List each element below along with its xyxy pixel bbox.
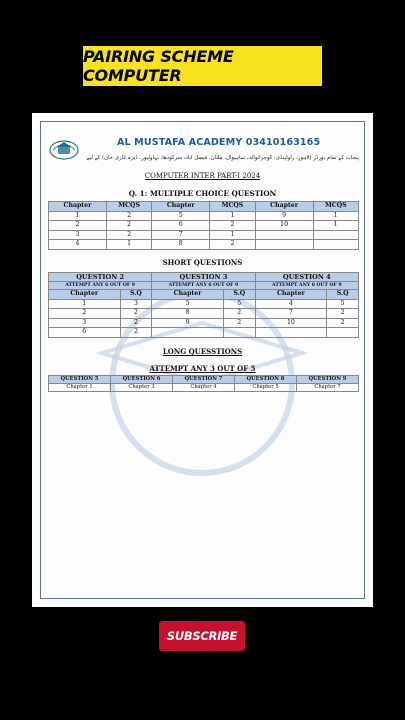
group-note-cell: ATTEMPT ANY 6 OUT OF 9 [49,282,152,290]
table-header-row [49,376,359,384]
header-cell: Chapter [49,202,107,212]
table-cell: 2 [120,309,152,319]
header-cell: S.Q [327,290,359,300]
header-cell: MCQS [313,202,358,212]
table-cell: Chapter 5 [235,384,297,392]
table-cell: 1 [210,230,255,240]
group-header-row [49,273,359,282]
table-cell: 1 [313,211,358,221]
header-cell: QUESTION 9 [297,376,359,384]
table-cell: 10 [255,318,327,328]
table-cell: 2 [327,318,359,328]
group-note-cell: ATTEMPT ANY 6 OUT OF 9 [255,282,358,290]
group-note-row [49,282,359,290]
table-cell: 2 [120,318,152,328]
table-cell [152,328,224,338]
table-row [49,384,359,392]
table-cell: 2 [210,240,255,250]
table-row [49,230,359,240]
header-cell: MCQS [210,202,255,212]
short-questions-table [48,272,359,338]
table-cell: 1 [106,240,151,250]
header-cell: QUESTION 5 [49,376,111,384]
table-cell: 3 [49,230,107,240]
group-note-cell: ATTEMPT ANY 6 OUT OF 9 [152,282,255,290]
urdu-boards-line: پنجاب کے تمام بورڈز (لاہور، راولپنڈی، گوجرانوالہ، ساہیوال، ملتان، فیصل آباد، سرگودھا، بہاولپور، ڈیرہ غازی خان) کے لیے [86,155,359,161]
header-cell: QUESTION 8 [235,376,297,384]
long-questions-title: LONG QUESSTIONS [162,347,243,356]
table-cell: Chapter 1 [49,384,111,392]
table-cell [313,240,358,250]
table-cell: 10 [255,221,313,231]
header-cell: QUESTION 7 [173,376,235,384]
table-cell: Chapter 4 [173,384,235,392]
header-cell: Chapter [152,202,210,212]
paper-document [32,113,373,607]
subscribe-label: SUBSCRIBE [166,629,238,643]
short-questions-title: SHORT QUESTIONS [162,258,243,267]
table-cell: 3 [120,299,152,309]
table-row [49,240,359,250]
table-cell: 1 [49,299,121,309]
table-row [49,299,359,309]
table-cell: 7 [152,230,210,240]
table-cell: 2 [49,309,121,319]
header-cell: Chapter [152,290,224,300]
table-cell [255,328,327,338]
group-name-cell: QUESTION 3 [152,273,255,282]
table-cell: 3 [49,318,121,328]
table-cell: 8 [152,240,210,250]
table-cell: 6 [49,328,121,338]
table-cell: 5 [152,299,224,309]
table-cell: 4 [255,299,327,309]
group-name-cell: QUESTION 4 [255,273,358,282]
table-cell [327,328,359,338]
table-cell: 6 [152,221,210,231]
table-header-row [49,202,359,212]
long-questions-table [48,375,359,392]
table-cell: 2 [327,309,359,319]
table-row [49,318,359,328]
academy-logo-icon [48,136,80,162]
table-cell: 2 [106,211,151,221]
table-cell: 1 [313,221,358,231]
header-cell: S.Q [120,290,152,300]
table-cell: 2 [106,221,151,231]
header-cell: Chapter [255,290,327,300]
table-cell [255,230,313,240]
header-cell: QUESTION 6 [111,376,173,384]
table-cell: 9 [152,318,224,328]
table-cell: 5 [152,211,210,221]
title-banner [83,46,322,86]
table-cell: 5 [223,299,255,309]
table-cell: 2 [106,230,151,240]
table-cell: 2 [210,221,255,231]
table-cell [255,240,313,250]
table-cell [223,328,255,338]
header-cell: MCQS [106,202,151,212]
table-cell: Chapter 3 [111,384,173,392]
table-cell: 4 [49,240,107,250]
mcq-table [48,201,359,250]
table-cell: 8 [152,309,224,319]
table-header-row [49,290,359,300]
group-name-cell: QUESTION 2 [49,273,152,282]
table-cell: 1 [49,211,107,221]
header-cell: Chapter [255,202,313,212]
academy-name: AL MUSTAFA ACADEMY 03410163165 [117,137,321,148]
table-cell: Chapter 7 [297,384,359,392]
table-cell: 2 [120,328,152,338]
table-cell: 5 [327,299,359,309]
table-row [49,211,359,221]
banner-title: PAIRING SCHEME COMPUTER [83,47,234,85]
header-cell: S.Q [223,290,255,300]
table-cell: 7 [255,309,327,319]
table-cell: 2 [223,309,255,319]
mcq-section-title: Q. 1: MULTIPLE CHOICE QUESTION [128,189,277,198]
subscribe-button[interactable] [159,621,245,651]
long-questions-instruction: ATTEMPT ANY 3 OUT OF 5 [149,364,256,373]
table-cell: 2 [49,221,107,231]
table-cell: 9 [255,211,313,221]
table-cell: 1 [210,211,255,221]
table-cell [313,230,358,240]
header-cell: Chapter [49,290,121,300]
table-row [49,221,359,231]
exam-title: COMPUTER INTER PART-I 2024 [144,172,261,180]
table-row [49,309,359,319]
table-cell: 2 [223,318,255,328]
table-row [49,328,359,338]
